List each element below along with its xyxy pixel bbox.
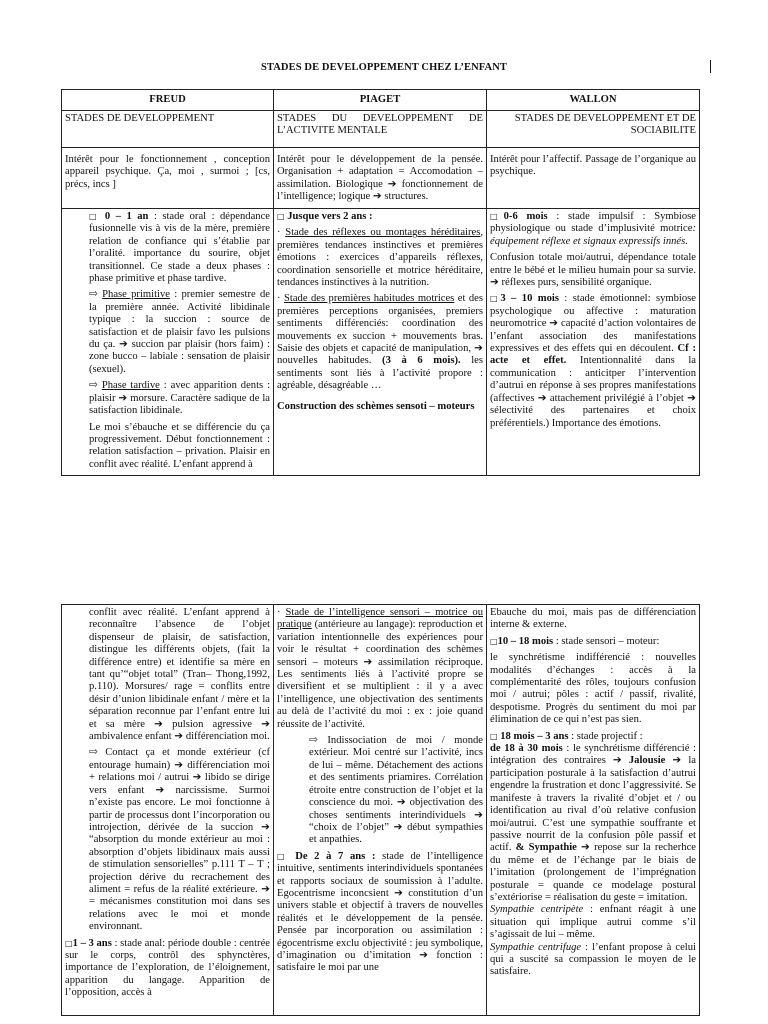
wallon-cell-page-1	[487, 209, 700, 476]
syncretisme-text: le synchrétisme indifférencié : nouvelles modalités d’échanges : accès à la complémentarité des rôles, toujours confusion moi / autrui; pôles : actif / passif, rivalité, despotisme. Progrès du sentiment du moi par élimination de ce qui n’est pas sien.	[490, 652, 696, 726]
trente-mois-text: : le synchrétisme différencié : intégration des contraires ➔	[490, 743, 696, 767]
document-title: STADES DE DEVELOPPEMENT CHEZ L’ENFANT	[260, 62, 508, 73]
stades-freud: STADES DE DEVELOPPEMENT	[62, 111, 274, 148]
phase-primitive-label: Phase primitive	[102, 289, 170, 301]
projectif-text: : stade projectif :	[568, 730, 643, 742]
construction-schemes: Construction des schèmes sensoti – moteurs	[277, 400, 475, 412]
ebauche-text: Ebauche du moi, mais pas de différenciation interne & externe.	[490, 607, 696, 631]
centripete-label: Sympathie centripète	[490, 904, 584, 916]
freud-cell-page-2	[62, 605, 274, 1016]
sensori-moteur-text: : stade sensori – moteur:	[553, 635, 660, 647]
square-bullet-icon: □	[490, 294, 501, 304]
projectif-age: 18 mois – 3 ans	[500, 730, 569, 742]
square-bullet-icon: □	[277, 212, 285, 221]
interet-piaget: Intérêt pour le développement de la pensée. Organisation + adaptation = Accomodation – assimilation. Biologique ➔ fonctionnement de l’intelligence; logique ➔ structures.	[274, 148, 487, 209]
wallon-cell-page-2	[487, 605, 700, 1016]
centrifuge-text: : l’enfant propose à celui qui a suscité sa compassion le moyen de le satisfaire.	[490, 941, 696, 978]
deux-sept-text: stade de l’intelligence intuitive, sentiments interindividuels spontanées et rapports sociaux de soumission à l’adulte. Egocentrisme inconcsient ➔ constitution d’un univers stable et objectif à travers de nouvelles réalités et le développement de la pensée. Pensée par incorporation ou assimilation : égocentrisme exclu objectivité : jeu symbolique, d’imagination ou d’imitation ➔ fonction : satisfaire le moi par une	[277, 850, 483, 974]
phase-tardive-text: : avec apparition dents : plaisir ➔ morsure. Caractère sadique de la satisfaction libidinale.	[89, 380, 271, 417]
arrow-bullet-icon: ⇨	[89, 747, 98, 759]
square-bullet-icon: □	[65, 938, 73, 948]
stades-wallon: STADES DE DEVELOPPEMENT ET DE SOCIABILITE	[487, 111, 700, 148]
sympathie-label: & Sympathie	[511, 842, 577, 854]
habitudes-label: Stade des premières habitudes motrices	[283, 293, 455, 305]
piaget-cell-page-2: · Stade de l’intelligence sensori – motrice ou pratique (antérieure au langage): reproduction et variation intentionnelle des expériences pour voir le résultat + coordination des schèmes sensori – moteurs ➔ assimilation réciproque. Les sentiments liés à l’activité propre se diversifient et se multiplient : il y a avec l’intelligence, une objectivation des sentiments au delà de l’activité du moi : ex : joie quand réussite de l’activité. ⇨ Indissociation de moi / monde extérieur. Moi centré sur l’activité, incs de lui – même. Détachement des actions et des sentiments priamires. Corrélation étroite entre construction de l’objet et la conscience du moi. ➔ objectivation des choses sentiments interindividuels ➔ “choix de l’objet” ➔ début sympathies et anpathies. □ De 2 à 7 ans : stade de l’intelligence intuitive, sentiments interindividuels spontanées et rapports sociaux de soumission à l’adulte. Egocentrisme inconcsient ➔ constitution d’un univers stable et objectif à travers de nouvelles réalités et le développement de la pensée. Pensée par incorporation ou assimilation : égocentrisme exclu objectivité : jeu symbolique, d’imagination ou d’imitation ➔ fonction : satisfaire le moi par une	[274, 605, 487, 1016]
centrifuge-label: Sympathie centrifuge	[490, 941, 582, 953]
jalousie-label: Jalousie	[621, 755, 666, 767]
square-bullet-icon: □	[89, 212, 100, 221]
impulsif-italic: : équipement réflexe et signaux expressifs innés.	[490, 223, 696, 247]
impulsif-text: : stade impulsif : Symbiose physiologique ou stade d’implusivité motrice	[490, 211, 696, 235]
phase-primitive-text: : premier semestre de la première année. Activité libidinale typique : la succion : source de satisfaction et de plaisir favo les pulsions du ça. ➔ succion par plaisir (hors faim) : zone bucco – labiale : sensation de plaisir (sexuel).	[89, 289, 270, 375]
square-bullet-icon: □	[277, 851, 289, 861]
header-freud: FREUD	[62, 90, 274, 111]
emotionnel-text: : stade émotionnel: symbiose psychologique ou affective : maturation neuromotrice ➔ capacité d’action volontaires de l’enfant association des manifestations expressives et des effets qui en découlent.	[490, 293, 697, 355]
anal-age: 1 – 3 ans	[72, 937, 112, 949]
trente-mois-age: de 18 à 30 mois	[490, 743, 563, 755]
phase-tardive-label: Phase tardive	[101, 380, 160, 392]
arrow-bullet-icon: ⇨	[89, 289, 98, 301]
habitudes-age: (3 à 6 mois).	[371, 355, 461, 367]
deux-sept-age: De 2 à 7 ans :	[295, 850, 376, 862]
sensori-moteur-age: 10 – 18 mois	[497, 635, 554, 647]
emotionnel-text-2: Intentionnalité dans la communication : anticitper l’intervention d’autrui en réponse à ses propres manifestations (affectives ➔ attachement privilégié à l’objet ➔ sélectivité des partenaires et choix préférentiels.) Importance des émotions.	[490, 355, 696, 429]
stages-table-page-1	[61, 89, 700, 476]
header-wallon: WALLON	[487, 90, 700, 111]
page-edge-mark	[710, 60, 711, 73]
oral-text: : stade oral : dépendance fusionnelle vis à vis de la mère, première relation de confiance qui s’établie par l’oralité. importance du sourire, objet transitionnel. Ce stade a deux phases : phase primitive et phase tardive.	[89, 211, 271, 285]
habitudes-text: et des premières perceptions organisées, premiers sentiments différenciés: coordination des mouvements ex succion + mouvements bras. Saisie des objets et capacité de manipulation, ➔ nouvelles habitudes.	[277, 293, 483, 367]
emotionnel-age: 3 – 10 mois	[500, 293, 559, 305]
anal-text: : stade anal: période double : centrée sur le corps, contrôl des sphynctères, importance de l’exploration, de l’éloignement, apparition du langage. Apparition de l’opposition, accès à	[65, 937, 270, 999]
moi-text: Le moi s’ébauche et se différencie du ça progressivement. Début fonctionnement : relation satisfaction – privation. Plaisir en conflit avec réalité. L’enfant apprend à	[89, 421, 270, 470]
habitudes-text-2: les sentiments sont liés à l’activité propore : agréable, désagréable …	[277, 355, 483, 392]
header-piaget: PIAGET	[274, 90, 487, 111]
reflexes-text: , premières tendances instinctives et premières émotions : exercices d’appareils réflexes, coordination sensorielle et motrice héréditaire, tendances instinctives à la nutrition.	[277, 227, 483, 289]
square-bullet-icon: □	[490, 212, 504, 221]
acte-effet: Cf : acte et effet.	[490, 343, 696, 367]
impulsif-age: 0-6 mois	[503, 211, 548, 222]
intelligence-sensori-text: (antérieure au langage): reproduction et variation intentionnelle des expériences pour voir le résultat + coordination des schèmes sensori – moteurs ➔ assimilation réciproque. Les sentiments liés à l’activité propre se diversifient et se multiplient : il y a avec l’intelligence, une objectivation des sentiments au delà de l’activité du moi : ex : joie quand réussite de l’activité.	[277, 619, 483, 730]
header-row	[62, 90, 700, 111]
piaget-cell-page-1: □ Jusque vers 2 ans : · Stade des réflexes ou montages héréditaires, premières tendances instinctives et premières émotions : exercices d’appareils réflexes, coordination sensorielle et motrice héréditaire, tendances instinctives à la nutrition. · Stade des premières habitudes motrices et des premières perceptions organisées, premiers sentiments différenciés: coordination des mouvements ex succion + mouvements bras. Saisie des objets et capacité de manipulation, ➔ nouvelles habitudes. (3 à 6 mois). les sentiments sont liés à l’activité propore : agréable, désagréable … Construction des schèmes sensoti – moteurs	[274, 209, 487, 476]
square-bullet-icon: □	[490, 636, 498, 646]
freud-cell-page-1	[62, 209, 274, 476]
stages-table-page-2	[61, 604, 700, 1016]
reflexes-label: Stade des réflexes ou montages héréditaires	[285, 227, 481, 239]
interet-wallon: Intérêt pour l’affectif. Passage de l’organique au psychique.	[487, 148, 700, 209]
jalousie-text: ➔ la participation posturale à la satisfaction d’autrui engendre la frustration et donc l’aggressivité. Se manifeste à travers la rivalité d’objet et / ou identification au rival d’où relative confusion moi/autrui. C’est une sympathie souffrante et passive nourrit de la confusion pôle passif et actif.	[490, 755, 696, 854]
conflit-text: conflit avec réalité. L’enfant apprend à reconnaître l’absence de l’objet dispenseur de plaisir, de satisfaction, distingue les différents objets, (fait la différence entre) et identifie sa mère en tant qu’“objet total” (Tran– Thong,1992, p.110). Morsures/ rage = conflits entre désir d’union libidinale enfant / mère et la séparation reconnue par l’enfant entre lui et sa mère ➔ pulsion agressive ➔ ambivalence enfant ➔ différenciation moi.	[89, 607, 270, 743]
jusque-2-ans: Jusque vers 2 ans :	[287, 211, 373, 222]
sympathie-text: ➔ repose sur la recherhce du même et de l’échange par le biais de l’imitation (prolongement de l’imprégnation posturale = quande ce modelage postural s’extériorise = réalisation du geste = imitation.	[490, 842, 696, 903]
interet-row	[62, 148, 700, 209]
centripete-text: : enfnant réagit à une situation qui implique autrui comme s’il s’agissait de lui – même.	[490, 904, 696, 941]
arrow-bullet-icon: ⇨	[89, 380, 98, 392]
oral-age: 0 – 1 an	[104, 211, 149, 222]
interet-freud: Intérêt pour le fonctionnement , conception appareil psychique. Ça, moi , surmoi ; [cs, précs, incs ]	[62, 148, 274, 209]
stades-piaget: STADES DU DEVELOPPEMENT DE L’ACTIVITE MENTALE	[274, 111, 487, 148]
content-row-page-2	[62, 605, 700, 1016]
arrow-bullet-icon: ⇨	[309, 735, 318, 747]
square-bullet-icon: □	[490, 731, 498, 741]
intelligence-sensori-label: Stade de l’intelligence sensori – motrice ou pratique	[277, 607, 483, 631]
confusion-text: Confusion totale moi/autrui, dépendance totale entre le bébé et le milieu humain pour sa survie. ➔ réflexes purs, sensibilité organique.	[490, 252, 696, 289]
indissociation-text: Indissociation de moi / monde extérieur. Moi centré sur l’activité, incs de lui – même. Détachement des actions et des sentiments priamires. Corrélation étroite entre construction de l’objet et la conscience du moi. ➔ objectivation des choses sentiments interindividuels ➔ “choix de l’objet” ➔ début sympathies et anpathies.	[309, 735, 483, 846]
content-row-page-1	[62, 209, 700, 476]
contact-text: Contact ça et monde extérieur (cf entourage humain) ➔ différenciation moi + relations moi / autrui ➔ libido se dirige vers enfant ➔ narcissisme. Surmoi n’existe pas encore. Le moi fonctionne à partir de processus dont l’incorporation ou introjection, dérivée de la succion ➔ “absorption du monde extérieur au moi : absorption d’objets libidinaux mais aussi de stimulation sensorielles” p.111 T – T ; projection dérive du recrachement des aliment = refus de la réalité extérieure. ➔ = mécanismes constitution moi dans ses relations avec le moi et monde environnant.	[89, 747, 270, 933]
stades-row	[62, 111, 700, 148]
